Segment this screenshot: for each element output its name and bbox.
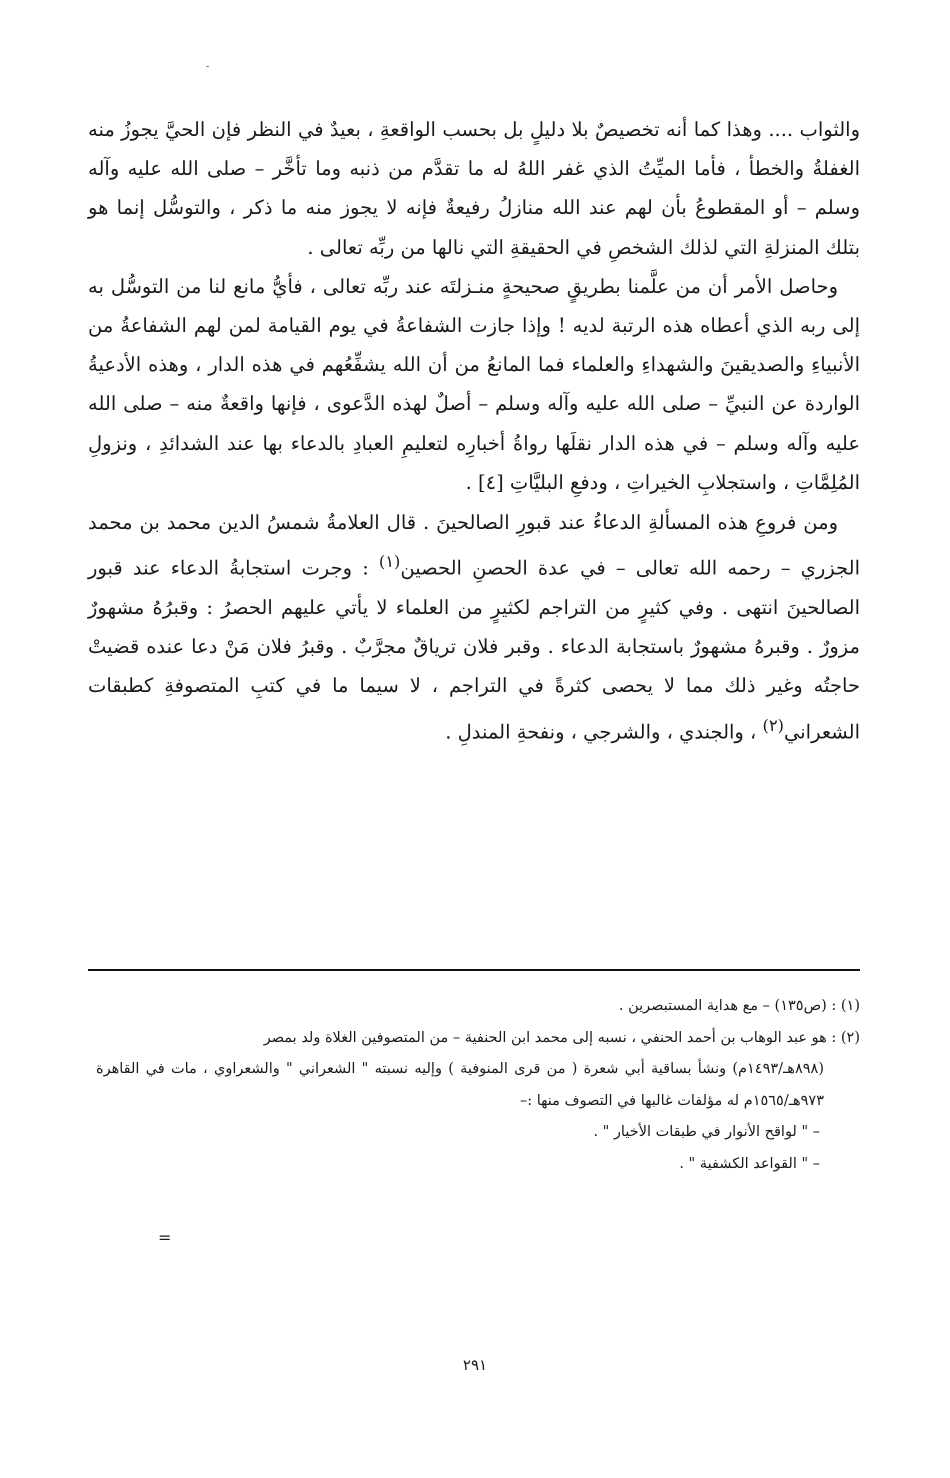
continuation-mark: = <box>158 1228 172 1247</box>
paragraph-3-part-2: : وجرت استجابةُ الدعاء عند قبور الصالحينَ انتهى . وفي كثيرٍ من التراجم لكثيرٍ من العلماء لا يأتي عليهم الحصرُ : وقبرُهُ مشهورٌ مزورٌ . وقبرهُ مشهورٌ باستجابة الدعاء . وقبر فلان ترياقٌ مجرَّبٌ . وقبرُ فلان مَنْ دعا عنده قضيتْ حاجتُه وغير ذلك مما لا يحصى كثرةً في التراجم ، لا سيما ما في كتبِ المتصوفةِ كطبقات الشعراني <box>88 556 860 744</box>
main-text <box>88 110 860 751</box>
paragraph-3 <box>88 503 860 751</box>
paragraph-3-part-1: ومن فروعِ هذه المسألةِ الدعاءُ عند قبورِ الصالحينَ . قال العلامةُ شمسُ الدين محمد بن محمد الجزري – رحمه الله تعالى – في عدة الحصنِ الحصين <box>88 511 860 580</box>
footnote-2-bullet-1: – " لواقح الأنوار في طبقات الأخيار " . <box>593 1124 820 1140</box>
paragraph-3-part-3: ، والجندي ، والشرجي ، ونفحةِ المندلِ . <box>445 720 763 744</box>
footnote-ref-2: (٢) <box>762 715 784 735</box>
page-number: ٢٩١ <box>462 1356 488 1374</box>
paragraph-2: وحاصل الأمر أن من علَّمنا بطريقٍ صحيحةٍ منـزلتَه عند ربِّه تعالى ، فأيُّ مانع لنا من التوسُّل به إلى ربه الذي أعطاه هذه الرتبة لديه ! وإذا جازت الشفاعةُ في يوم القيامة لمن لهم الشفاعةُ من الأنبياءِ والصديقينَ والشهداءِ والعلماء فما المانعُ من أن الله يشفِّعُهم في هذه الدار ، وهذه الأدعيةُ الواردة عن النبيِّ – صلى الله عليه وآله وسلم – أصلٌ لهذه الدَّعوى ، فإنها واقعةٌ منه – صلى الله عليه وآله وسلم – في هذه الدار نقلَها رواةُ أخبارِه لتعليمِ العبادِ بالدعاء بها عند الشدائدِ ، ونزولِ المُلِمَّاتِ ، واستجلابِ الخيراتِ ، ودفعِ البليَّاتِ [٤] . <box>88 274 860 494</box>
footnote-2-line-1: (٢) : هو عبد الوهاب بن أحمد الحنفي ، نسبه إلى محمد ابن الحنفية – من المتصوفين الغلاة ولد بمصر <box>263 1029 860 1046</box>
footnote-divider <box>88 969 860 971</box>
footnote-2-bullet-2: – " القواعد الكشفية " . <box>679 1155 820 1172</box>
footnote-ref-1: (١) <box>378 552 401 572</box>
scan-mark <box>206 66 209 67</box>
paragraph-1: والثواب .... وهذا كما أنه تخصيصٌ بلا دليلٍ بل بحسب الواقعةِ ، بعيدٌ في النظر فإن الحيَّ يجوزُ منه الغفلةُ والخطأ ، فأما الميِّتُ الذي غفر اللهُ له ما تقدَّم من ذنبه وما تأخَّر – صلى الله عليه وآله وسلم – أو المقطوعُ بأن لهم عند الله منازلُ رفيعةٌ فإنه لا يجوز منه ما ذكر ، والتوسُّل إنما هو بتلك المنزلةِ التي لذلك الشخصِ في الحقيقةِ التي نالها من ربِّه تعالى . <box>88 118 860 259</box>
footnotes <box>96 991 860 1180</box>
footnote-2-line-2: (٨٩٨هـ/١٤٩٣م) ونشأ بساقية أبي شعرة ( من قرى المنوفية ) وإليه نسبته " الشعراني " والشعراوي ، مات في القاهرة ٩٧٣هـ/١٥٦٥م له مؤلفات غالبها في التصوف منها :– <box>96 1061 824 1109</box>
footnote-1: (١) : (ص١٣٥) – مع هداية المستبصرين . <box>618 998 860 1014</box>
